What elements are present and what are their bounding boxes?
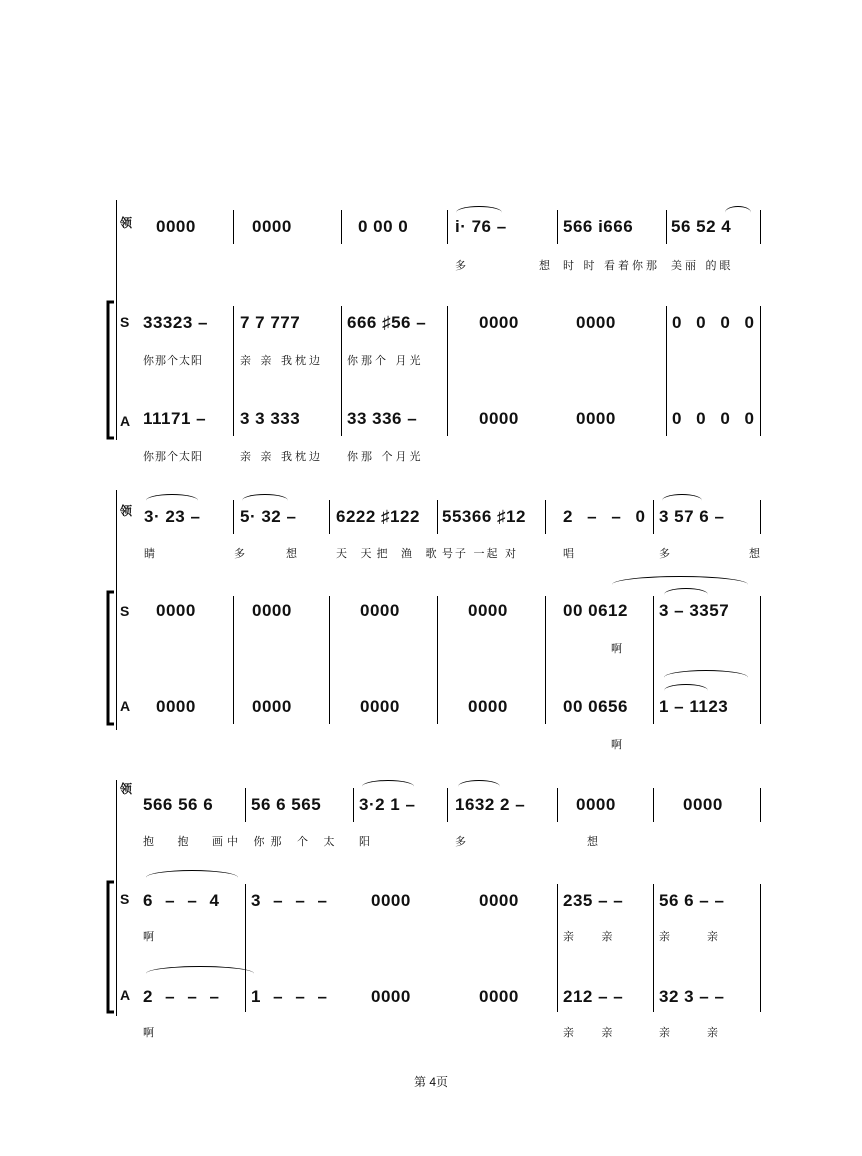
measure-notes: 0000	[156, 697, 196, 716]
measure-notes: 0000	[479, 409, 519, 428]
part-label-alto: A	[120, 413, 131, 429]
slur	[725, 206, 751, 219]
measure-notes: 0000	[468, 601, 508, 620]
lyric-line: 你那个太阳	[143, 354, 203, 367]
barline	[341, 210, 342, 244]
lyric-line: 唱	[563, 547, 577, 560]
barline	[245, 788, 246, 822]
barline	[447, 210, 448, 244]
lyric-line: 号子 一起 对	[442, 547, 518, 560]
part-label-lead: 领	[120, 216, 133, 230]
lyric-line: 美丽 的眼	[671, 259, 734, 272]
lyric-line: 啊	[611, 642, 625, 655]
measure-notes: 3 3 333	[240, 409, 301, 428]
measure-notes: 33 336 –	[347, 409, 418, 428]
measure-notes: 32 3 – –	[659, 987, 725, 1006]
barline	[653, 596, 654, 724]
measure-notes: 3 – – –	[251, 891, 331, 910]
slur	[146, 870, 238, 885]
slur	[242, 494, 288, 507]
measure-notes: 0000	[479, 891, 519, 910]
slur	[664, 588, 708, 601]
lyric-line: 亲 亲	[659, 1026, 728, 1039]
measure-notes: 666 ♯56 –	[347, 313, 427, 332]
lyric-line: 多 想	[455, 259, 572, 272]
lyric-line: 睛 多	[144, 547, 269, 560]
choir-bracket	[104, 590, 116, 726]
lyric-line: 多 想	[659, 547, 784, 560]
measure-notes: 11171 –	[143, 409, 207, 428]
barline	[329, 596, 330, 724]
part-label-soprano: S	[120, 891, 130, 907]
barline	[341, 306, 342, 436]
choir-bracket	[104, 880, 116, 1014]
lyric-line: 亲 亲 我枕边	[240, 450, 323, 463]
lyric-line: 亲 亲	[659, 930, 728, 943]
lyric-line: 啊	[611, 738, 625, 751]
barline	[233, 500, 234, 534]
measure-notes: 0000	[479, 987, 519, 1006]
measure-notes: 0 0 0 0	[672, 409, 759, 428]
barline	[545, 596, 546, 724]
measure-notes: 566 56 6	[143, 795, 214, 814]
part-label-soprano: S	[120, 603, 130, 619]
measure-notes: 212 – –	[563, 987, 624, 1006]
barline	[760, 596, 761, 724]
lyric-line: 啊	[143, 930, 157, 943]
slur	[146, 494, 198, 507]
measure-notes: 6222 ♯122	[336, 507, 420, 526]
measure-notes: 1 – – –	[251, 987, 331, 1006]
lyric-line: 亲 亲	[563, 930, 625, 943]
slur	[664, 684, 708, 697]
measure-notes: 7 7 777	[240, 313, 301, 332]
lyric-line: 想	[286, 547, 300, 560]
barline	[233, 306, 234, 436]
measure-notes: 1632 2 –	[455, 795, 526, 814]
part-label-alto: A	[120, 698, 131, 714]
measure-notes: 56 6 565	[251, 795, 322, 814]
measure-notes: 0000	[252, 697, 292, 716]
barline	[557, 884, 558, 1012]
score-system-1	[0, 200, 862, 463]
barline	[233, 210, 234, 244]
measure-notes: 56 6 – –	[659, 891, 725, 910]
part-label-soprano: S	[120, 314, 130, 330]
measure-notes: 0000	[576, 313, 616, 332]
lyric-line: 你那个 月光	[347, 354, 424, 367]
system-left-line	[116, 780, 117, 1016]
lyric-line: 天 天把 渔 歌	[336, 547, 442, 560]
part-label-lead: 领	[120, 504, 133, 518]
barline	[233, 596, 234, 724]
measure-notes: 2 – – 0	[563, 507, 650, 526]
system-left-line	[116, 490, 117, 730]
choir-bracket	[104, 300, 116, 440]
measure-notes: 3·2 1 –	[359, 795, 416, 814]
measure-notes: 6 – – 4	[143, 891, 223, 910]
barline	[653, 788, 654, 822]
score-system-3	[0, 780, 862, 1039]
measure-notes: 0000	[360, 601, 400, 620]
lyric-line: 时 时 看着你那	[563, 259, 660, 272]
barline	[447, 306, 448, 436]
slur	[664, 670, 748, 685]
measure-notes: 0000	[252, 601, 292, 620]
barline	[653, 500, 654, 534]
slur	[662, 494, 702, 507]
lyric-line: 啊	[143, 1026, 157, 1039]
measure-notes: 235 – –	[563, 891, 624, 910]
barline	[437, 500, 438, 534]
measure-notes: 0000	[576, 795, 616, 814]
part-label-alto: A	[120, 987, 131, 1003]
measure-notes: 3 – 3357	[659, 601, 730, 620]
measure-notes: 0000	[576, 409, 616, 428]
lyric-line: 抱 抱 画	[143, 835, 233, 848]
barline	[760, 788, 761, 822]
barline	[245, 884, 246, 1012]
slur	[458, 780, 500, 793]
barline	[557, 210, 558, 244]
measure-notes: 3· 23 –	[144, 507, 201, 526]
measure-notes: 0000	[371, 891, 411, 910]
measure-notes: 0000	[479, 313, 519, 332]
measure-notes: 1 – 1123	[659, 697, 729, 716]
lyric-line: 你那个太阳	[143, 450, 203, 463]
barline	[437, 596, 438, 724]
barline	[666, 306, 667, 436]
slur	[362, 780, 414, 793]
barline	[760, 884, 761, 1012]
measure-notes: 56 52 4	[671, 217, 732, 236]
measure-notes: 55366 ♯12	[442, 507, 526, 526]
barline	[329, 500, 330, 534]
barline	[353, 788, 354, 822]
lyric-line: 亲 亲 我枕边	[240, 354, 323, 367]
measure-notes: 33323 –	[143, 313, 208, 332]
part-label-lead: 领	[120, 782, 133, 796]
barline	[653, 884, 654, 1012]
system-left-line	[116, 200, 117, 440]
barline	[447, 788, 448, 822]
measure-notes: 0000	[156, 601, 196, 620]
barline	[666, 210, 667, 244]
lyric-line: 阳	[359, 835, 373, 848]
measure-notes: 0000	[252, 217, 292, 236]
score-system-2	[0, 490, 862, 751]
measure-notes: 00 0656	[563, 697, 628, 716]
barline	[760, 500, 761, 534]
page-number: 第 4页	[413, 1075, 448, 1089]
measure-notes: 566 i666	[563, 217, 634, 236]
measure-notes: 0000	[371, 987, 411, 1006]
slur	[456, 206, 502, 219]
measure-notes: 0 0 0 0	[672, 313, 759, 332]
measure-notes: 0000	[360, 697, 400, 716]
measure-notes: 0000	[468, 697, 508, 716]
measure-notes: 0000	[156, 217, 196, 236]
lyric-line: 中 你那 个 太	[227, 835, 341, 848]
barline	[545, 500, 546, 534]
measure-notes: 2 – – –	[143, 987, 223, 1006]
measure-notes: 0 00 0	[358, 217, 409, 236]
lyric-line: 多 想	[455, 835, 636, 848]
slur	[146, 966, 254, 981]
barline	[760, 306, 761, 436]
measure-notes: 0000	[683, 795, 723, 814]
measure-notes: 3 57 6 –	[659, 507, 725, 526]
measure-notes: i· 76 –	[455, 217, 507, 236]
barline	[760, 210, 761, 244]
barline	[557, 788, 558, 822]
measure-notes: 5· 32 –	[240, 507, 297, 526]
lyric-line: 你那 个月光	[347, 450, 424, 463]
lyric-line: 亲 亲	[563, 1026, 625, 1039]
measure-notes: 00 0612	[563, 601, 628, 620]
